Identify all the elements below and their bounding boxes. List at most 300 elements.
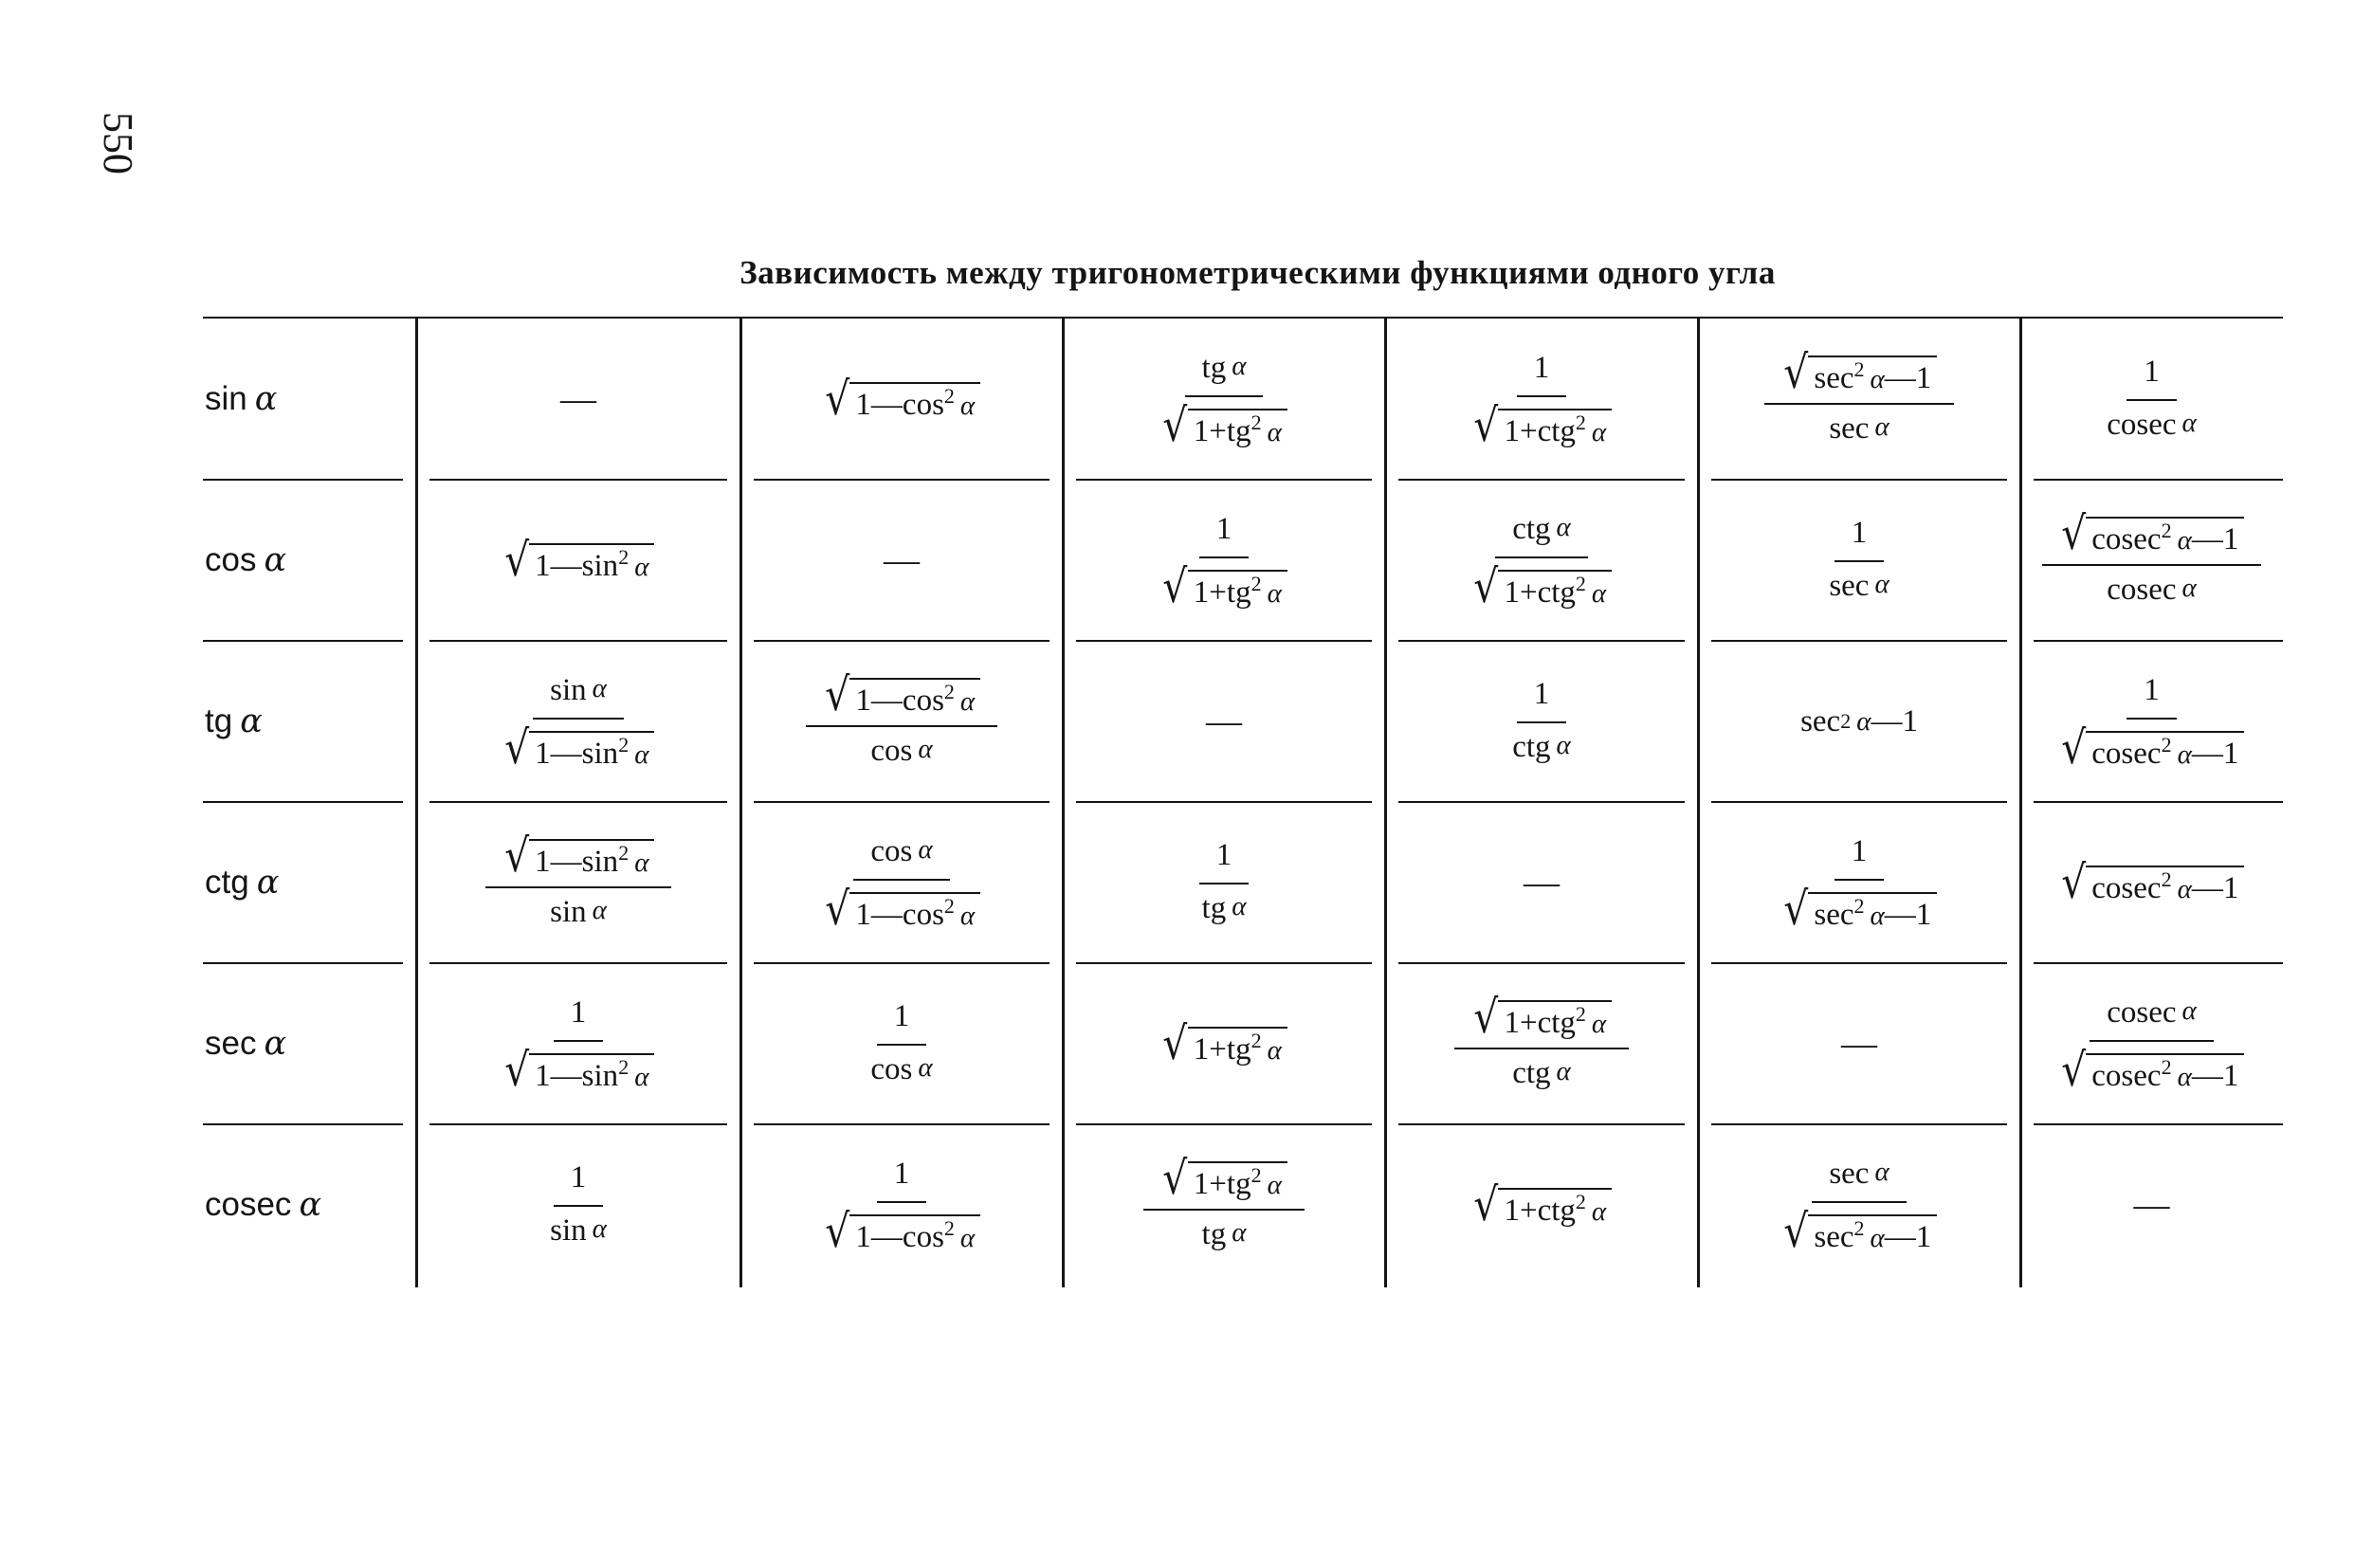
row-header xyxy=(203,480,418,641)
table-row xyxy=(203,641,2283,802)
text: 1 xyxy=(535,736,551,771)
radical-sign-icon: √ xyxy=(1162,1152,1188,1206)
row-function-name: tg xyxy=(205,702,233,739)
formula xyxy=(2042,993,2262,1095)
text: 1 xyxy=(855,387,871,422)
alpha-symbol: α xyxy=(1556,512,1571,543)
text: 1 xyxy=(570,1160,587,1195)
alpha-symbol: α xyxy=(1870,364,1885,395)
text: 1 xyxy=(1504,1006,1520,1041)
text: tg xyxy=(1201,1217,1227,1252)
formula xyxy=(1812,513,1906,607)
alpha-symbol: α xyxy=(240,702,263,740)
formula xyxy=(823,373,980,427)
radical-sign-icon: √ xyxy=(1162,1017,1188,1071)
row-header xyxy=(203,319,418,480)
formula xyxy=(1185,835,1264,929)
formula xyxy=(1454,348,1629,450)
minus-sign: — xyxy=(870,387,903,422)
fraction xyxy=(485,831,672,934)
alpha-symbol: α xyxy=(299,1186,322,1224)
alpha-symbol: α xyxy=(2177,738,2192,770)
table-cell xyxy=(1063,641,1385,802)
table-title: Зависимость между тригонометрическими функциями одного угла xyxy=(739,254,1776,291)
exponent: 2 xyxy=(618,544,630,569)
text: 1 xyxy=(893,1157,910,1192)
fraction xyxy=(2090,352,2214,446)
table-cell xyxy=(1698,963,2020,1124)
alpha-symbol: α xyxy=(1874,569,1889,599)
table-cell xyxy=(416,802,740,963)
table-row xyxy=(203,480,2283,641)
text: 1 xyxy=(1504,1193,1520,1228)
exponent: 2 xyxy=(2161,1054,2172,1079)
exponent: 2 xyxy=(618,841,630,866)
sqrt-expression xyxy=(2059,856,2245,910)
table-cell xyxy=(416,641,740,802)
text: sin xyxy=(550,895,587,930)
exponent: 2 xyxy=(1250,410,1262,434)
fraction xyxy=(1185,835,1264,929)
plus-sign: + xyxy=(1519,413,1538,448)
text: ctg xyxy=(1537,1193,1576,1228)
formula xyxy=(806,831,997,934)
alpha-symbol: α xyxy=(1556,1056,1571,1087)
alpha-symbol: α xyxy=(264,1025,287,1063)
alpha-symbol: α xyxy=(1874,411,1889,443)
alpha-symbol: α xyxy=(634,551,649,582)
alpha-symbol: α xyxy=(1267,1170,1282,1201)
table-cell xyxy=(2020,480,2283,641)
table-row xyxy=(203,319,2283,480)
sqrt-expression xyxy=(1160,559,1287,613)
text: 1 xyxy=(1533,351,1550,386)
row-function-name: ctg xyxy=(205,864,249,901)
alpha-symbol: α xyxy=(1874,1157,1889,1188)
radical-sign-icon: √ xyxy=(1783,882,1809,936)
text: sin xyxy=(581,845,619,880)
text: cos xyxy=(902,897,944,932)
alpha-symbol: α xyxy=(1591,577,1607,609)
alpha-symbol: α xyxy=(2181,995,2197,1027)
formula xyxy=(2134,1184,2170,1226)
radical-sign-icon: √ xyxy=(2060,1043,2086,1097)
exponent: 2 xyxy=(1853,357,1865,382)
sqrt-expression xyxy=(1471,398,1612,452)
radical-sign-icon: √ xyxy=(2060,856,2086,910)
sqrt-expression xyxy=(502,1043,655,1097)
fraction xyxy=(1812,513,1906,607)
radical-sign-icon: √ xyxy=(1162,398,1188,452)
formula xyxy=(1764,831,1954,934)
text: 1 xyxy=(570,995,587,1030)
text: cos xyxy=(870,834,913,869)
minus-sign: — xyxy=(550,548,582,583)
alpha-symbol: α xyxy=(1870,1222,1885,1253)
fraction xyxy=(806,670,997,773)
plus-sign: + xyxy=(1519,574,1538,610)
plus-sign: + xyxy=(1519,1193,1538,1228)
text: cos xyxy=(902,387,944,422)
sqrt-expression xyxy=(1160,1017,1287,1071)
exponent: 2 xyxy=(1853,1215,1865,1240)
formula xyxy=(1454,993,1629,1095)
table-cell xyxy=(1063,319,1385,480)
alpha-symbol: α xyxy=(1870,900,1885,931)
table-cell xyxy=(1385,641,1698,802)
sqrt-expression xyxy=(1471,991,1612,1045)
table-cell xyxy=(2020,641,2283,802)
exponent: 2 xyxy=(1575,1002,1586,1027)
formula xyxy=(2042,670,2262,773)
table-cell xyxy=(740,1124,1063,1285)
sqrt-expression xyxy=(2059,720,2245,775)
exponent: 2 xyxy=(1853,893,1865,918)
radical-sign-icon: √ xyxy=(1783,1204,1809,1258)
sqrt-expression xyxy=(1160,1152,1287,1206)
formula: sec 2 α —1 xyxy=(1800,703,1918,738)
text: tg xyxy=(1226,574,1251,610)
exponent: 2 xyxy=(2161,519,2172,543)
table-cell xyxy=(1063,1124,1385,1285)
alpha-symbol: α xyxy=(2177,873,2192,904)
radical-sign-icon: √ xyxy=(1473,398,1499,452)
text: sec xyxy=(1800,703,1841,738)
alpha-symbol: α xyxy=(1232,351,1247,382)
text: 1 xyxy=(1193,413,1210,448)
alpha-symbol: α xyxy=(959,1222,976,1253)
exponent: 2 xyxy=(1575,1189,1586,1213)
minus-one: —1 xyxy=(2191,870,2239,905)
formula xyxy=(1143,509,1305,611)
table-cell xyxy=(1063,963,1385,1124)
formula xyxy=(1143,348,1305,450)
exponent: 2 xyxy=(1250,571,1262,595)
sqrt-expression xyxy=(502,534,655,588)
fraction xyxy=(1143,509,1305,611)
minus-one: —1 xyxy=(1884,897,1932,932)
row-function-name: cos xyxy=(205,541,257,578)
formula xyxy=(1764,348,1954,450)
text: sec xyxy=(1829,569,1870,603)
table-cell xyxy=(1698,641,2020,802)
sqrt-expression xyxy=(823,373,980,427)
exponent: 2 xyxy=(2161,866,2172,891)
formula xyxy=(533,1158,624,1251)
table-cell xyxy=(2020,319,2283,480)
text: 1 xyxy=(1533,677,1550,712)
text: sec xyxy=(1814,897,1854,932)
text: cosec xyxy=(2091,736,2162,771)
fraction xyxy=(1454,509,1629,611)
text: sin xyxy=(581,1058,619,1093)
text: 1 xyxy=(2144,673,2160,708)
alpha-symbol: α xyxy=(1591,416,1607,447)
minus-one: —1 xyxy=(2191,1058,2239,1093)
text: cos xyxy=(902,1219,944,1254)
table-row xyxy=(203,1124,2283,1285)
formula xyxy=(560,378,596,420)
alpha-symbol: α xyxy=(2181,408,2197,438)
minus-sign: — xyxy=(550,736,582,771)
table-cell xyxy=(2020,802,2283,963)
table-cell xyxy=(1385,319,1698,480)
dash: — xyxy=(884,540,920,580)
radical-sign-icon: √ xyxy=(825,373,850,427)
minus-sign: — xyxy=(550,1058,582,1093)
alpha-symbol: α xyxy=(592,673,607,704)
dash: — xyxy=(1524,863,1560,903)
radical-sign-icon: √ xyxy=(1162,559,1188,613)
fraction xyxy=(1454,993,1629,1095)
table-cell xyxy=(1385,802,1698,963)
dash: — xyxy=(560,379,596,419)
alpha-symbol: α xyxy=(2177,525,2192,556)
text: ctg xyxy=(1512,512,1551,547)
alpha-symbol: α xyxy=(1591,1195,1607,1227)
row-header xyxy=(203,1124,418,1285)
table-cell xyxy=(1698,802,2020,963)
plus-sign: + xyxy=(1209,413,1227,448)
alpha-symbol: α xyxy=(918,1052,933,1083)
sqrt-expression xyxy=(823,1204,980,1258)
table-cell xyxy=(1385,1124,1698,1285)
formula xyxy=(2042,509,2262,611)
text: sin xyxy=(581,736,619,771)
text: tg xyxy=(1226,1031,1251,1067)
table-cell xyxy=(740,641,1063,802)
text: ctg xyxy=(1512,1056,1551,1091)
fraction xyxy=(485,670,672,773)
alpha-symbol: α xyxy=(634,848,649,879)
alpha-symbol: α xyxy=(1267,577,1282,609)
table-cell xyxy=(416,963,740,1124)
alpha-symbol: α xyxy=(634,738,649,770)
minus-one: —1 xyxy=(1884,1219,1932,1254)
alpha-symbol: α xyxy=(1232,1217,1247,1249)
row-function-name: sin xyxy=(205,380,247,417)
fraction xyxy=(533,1158,624,1251)
radical-sign-icon: √ xyxy=(825,668,850,722)
plus-sign: + xyxy=(1209,1167,1227,1202)
sqrt-expression xyxy=(1471,559,1612,613)
radical-sign-icon: √ xyxy=(1783,346,1809,400)
formula xyxy=(1160,1017,1287,1071)
minus-sign: — xyxy=(870,684,903,719)
row-function-name: sec xyxy=(205,1025,257,1062)
minus-one: —1 xyxy=(1884,361,1932,396)
text: sec xyxy=(1814,1219,1854,1254)
alpha-symbol: α xyxy=(592,1213,607,1244)
formula xyxy=(1841,1023,1877,1065)
table-cell xyxy=(740,963,1063,1124)
radical-sign-icon: √ xyxy=(2060,507,2086,561)
table-cell xyxy=(416,319,740,480)
exponent: 2 xyxy=(618,1054,630,1079)
fraction xyxy=(806,1154,997,1256)
alpha-symbol: α xyxy=(959,900,976,931)
alpha-symbol: α xyxy=(1232,891,1247,921)
fraction xyxy=(2042,509,2262,611)
row-header xyxy=(203,641,418,802)
alpha-symbol: α xyxy=(1556,730,1571,760)
text: 1 xyxy=(1851,516,1868,551)
fraction xyxy=(1495,674,1588,768)
radical-sign-icon: √ xyxy=(503,1043,529,1097)
exponent: 2 xyxy=(1575,410,1586,434)
fraction xyxy=(1764,831,1954,934)
exponent: 2 xyxy=(1575,571,1586,595)
text: ctg xyxy=(1537,574,1576,610)
text: 1 xyxy=(1193,1031,1210,1067)
table-cell xyxy=(740,480,1063,641)
alpha-symbol: α xyxy=(634,1061,649,1092)
plus-sign: + xyxy=(1209,574,1227,610)
plus-sign: + xyxy=(1519,1006,1538,1041)
sqrt-expression xyxy=(2059,1043,2245,1097)
text: cos xyxy=(870,734,913,769)
fraction xyxy=(1764,348,1954,450)
radical-sign-icon: √ xyxy=(1473,559,1499,613)
exponent: 2 xyxy=(943,893,955,918)
formula xyxy=(2059,856,2245,910)
dash: — xyxy=(1206,702,1242,741)
exponent: 2 xyxy=(1250,1028,1262,1052)
sqrt-expression xyxy=(502,830,655,884)
minus-one: —1 xyxy=(2191,736,2239,771)
text: sin xyxy=(581,548,619,583)
table-cell xyxy=(1385,963,1698,1124)
alpha-symbol: α xyxy=(1267,416,1282,447)
minus-sign: — xyxy=(870,1219,903,1254)
radical-sign-icon: √ xyxy=(1473,991,1499,1045)
table-cell xyxy=(2020,1124,2283,1285)
formula xyxy=(485,993,672,1095)
text: sin xyxy=(550,673,587,708)
formula xyxy=(502,534,655,588)
exponent: 2 xyxy=(943,1215,955,1240)
fraction xyxy=(1143,1154,1305,1256)
formula xyxy=(853,996,949,1090)
dash: — xyxy=(2133,1185,2170,1225)
fraction xyxy=(2042,993,2262,1095)
radical-sign-icon: √ xyxy=(503,534,529,588)
sqrt-expression xyxy=(1781,346,1937,400)
sqrt-expression xyxy=(1781,1204,1937,1258)
sqrt-expression xyxy=(823,882,980,936)
table-cell xyxy=(1063,480,1385,641)
alpha-symbol: α xyxy=(959,686,976,718)
text: 1 xyxy=(535,548,551,583)
formula xyxy=(1495,674,1588,768)
alpha-symbol: α xyxy=(2181,573,2197,604)
alpha-symbol: α xyxy=(256,864,280,902)
fraction xyxy=(485,993,672,1095)
fraction xyxy=(2042,670,2262,773)
row-function-name: cosec xyxy=(205,1186,292,1223)
text: 1 xyxy=(1851,834,1868,869)
table-cell xyxy=(1698,480,2020,641)
table-cell xyxy=(1698,1124,2020,1285)
formula xyxy=(485,670,672,773)
sqrt-expression xyxy=(1160,398,1287,452)
text: cosec xyxy=(2091,870,2162,905)
text: cosec xyxy=(2107,408,2177,442)
text: tg xyxy=(1201,891,1227,925)
text: tg xyxy=(1201,351,1227,386)
alpha-symbol: α xyxy=(592,895,607,926)
alpha-symbol: α xyxy=(2177,1061,2192,1092)
fraction xyxy=(1143,348,1305,450)
text: 1 xyxy=(535,845,551,880)
sqrt-expression xyxy=(2059,507,2245,561)
table-cell xyxy=(1385,480,1698,641)
text: 1 xyxy=(1504,413,1520,448)
minus-sign: — xyxy=(550,845,582,880)
formula xyxy=(2090,352,2214,446)
fraction xyxy=(1764,1154,1954,1256)
formula xyxy=(1471,1178,1612,1232)
text: ctg xyxy=(1537,413,1576,448)
text: 1 xyxy=(1504,574,1520,610)
text: cosec xyxy=(2107,573,2177,608)
formula xyxy=(806,1154,997,1256)
text: sin xyxy=(550,1213,587,1248)
table-row xyxy=(203,963,2283,1124)
table-cell xyxy=(1063,802,1385,963)
row-header xyxy=(203,963,418,1124)
fraction xyxy=(1454,348,1629,450)
alpha-symbol: α xyxy=(918,734,933,765)
radical-sign-icon: √ xyxy=(2060,720,2086,775)
text: tg xyxy=(1226,1167,1251,1202)
fraction xyxy=(806,831,997,934)
text: sec xyxy=(1829,1157,1870,1192)
minus-one: —1 xyxy=(2191,522,2239,557)
radical-sign-icon: √ xyxy=(503,830,529,884)
formula xyxy=(1143,1154,1305,1256)
minus-sign: — xyxy=(870,897,903,932)
row-header xyxy=(203,802,418,963)
formula xyxy=(806,670,997,773)
text: 1 xyxy=(1193,574,1210,610)
exponent: 2 xyxy=(2161,732,2172,757)
dash: — xyxy=(1841,1024,1877,1064)
text: cos xyxy=(870,1052,913,1086)
text: 1 xyxy=(1215,838,1232,873)
alpha-symbol: α xyxy=(1267,1034,1282,1066)
table-row xyxy=(203,802,2283,963)
text: tg xyxy=(1226,413,1251,448)
formula xyxy=(1206,701,1242,742)
sqrt-expression xyxy=(502,720,655,775)
text: sec xyxy=(1814,361,1854,396)
alpha-symbol: α xyxy=(959,390,976,421)
table-cell xyxy=(740,802,1063,963)
formula xyxy=(1764,1154,1954,1256)
table-cell xyxy=(2020,963,2283,1124)
minus-one: —1 xyxy=(1871,703,1918,738)
text: cosec xyxy=(2091,522,2162,557)
table-cell xyxy=(416,480,740,641)
exponent: 2 xyxy=(1250,1163,1262,1188)
text: 1 xyxy=(1215,512,1232,547)
sqrt-expression xyxy=(823,668,980,722)
sqrt-expression xyxy=(1781,882,1937,936)
formula xyxy=(485,831,672,934)
alpha-symbol: α xyxy=(1856,705,1871,737)
alpha-symbol: α xyxy=(918,834,933,866)
